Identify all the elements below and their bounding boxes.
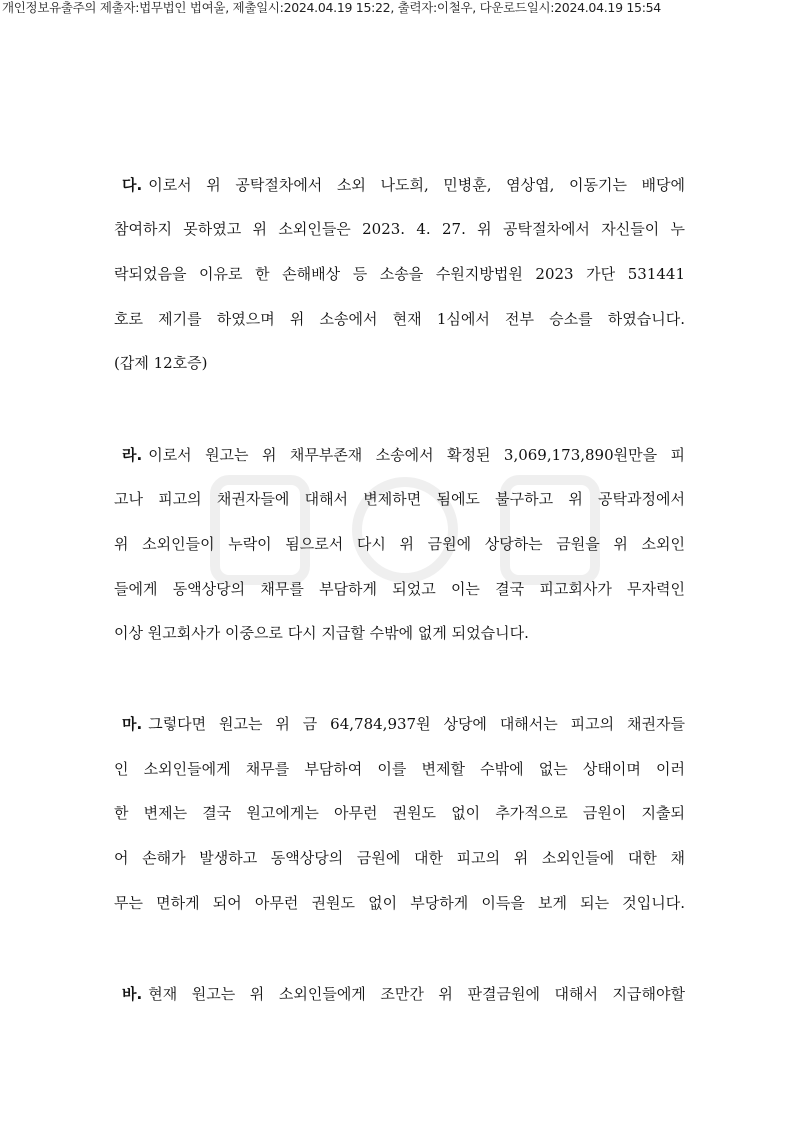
paragraph-da-line-5: (갑제 12호증) bbox=[114, 354, 208, 372]
paragraph-ra-line-3: 위 소외인들이 누락이 됨으로서 다시 위 금원에 상당하는 금원을 위 소외인 bbox=[114, 535, 685, 553]
paragraph-marker: 라. bbox=[122, 446, 143, 464]
paragraph-marker: 바. bbox=[122, 985, 143, 1003]
paragraph-ra-line-5: 이상 원고회사가 이중으로 다시 지급할 수밖에 없게 되었습니다. bbox=[114, 624, 529, 642]
paragraph-da-line-2: 참여하지 못하였고 위 소외인들은 2023. 4. 27. 위 공탁절차에서 자신들이 누 bbox=[114, 220, 685, 238]
paragraph-da-line-3: 락되었음을 이유로 한 손해배상 등 소송을 수원지방법원 2023 가단 531441 bbox=[114, 265, 685, 283]
paragraph-ma-line-4: 어 손해가 발생하고 동액상당의 금원에 대한 피고의 위 소외인들에 대한 채 bbox=[114, 849, 685, 867]
paragraph-marker: 다. bbox=[122, 176, 143, 194]
document-header-notice: 개인정보유출주의 제출자:법무법인 법여울, 제출일시:2024.04.19 15:22, 출력자:이철우, 다운로드일시:2024.04.19 15:54 bbox=[2, 0, 661, 15]
paragraph-ra-line-4: 들에게 동액상당의 채무를 부담하게 되었고 이는 결국 피고회사가 무자력인 bbox=[114, 580, 685, 598]
paragraph-marker: 마. bbox=[122, 715, 143, 733]
paragraph-ma-line-3: 한 변제는 결국 원고에게는 아무런 권원도 없이 추가적으로 금원이 지출되 bbox=[114, 804, 685, 822]
paragraph-da-line-4: 호로 제기를 하였으며 위 소송에서 현재 1심에서 전부 승소를 하였습니다. bbox=[114, 310, 685, 328]
paragraph-ra-line-1: 라. 이로서 원고는 위 채무부존재 소송에서 확정된 3,069,173,890원만을 피 bbox=[122, 446, 685, 464]
paragraph-ra-line-2: 고나 피고의 채권자들에 대해서 변제하면 됨에도 불구하고 위 공탁과정에서 bbox=[114, 490, 685, 508]
paragraph-ba-line-1: 바. 현재 원고는 위 소외인들에게 조만간 위 판결금원에 대해서 지급해야할 bbox=[122, 985, 685, 1003]
paragraph-ma-line-5: 무는 면하게 되어 아무런 권원도 없이 부당하게 이득을 보게 되는 것입니다. bbox=[114, 894, 685, 912]
paragraph-ma-line-2: 인 소외인들에게 채무를 부담하여 이를 변제할 수밖에 없는 상태이며 이러 bbox=[114, 760, 685, 778]
paragraph-da-line-1: 다. 이로서 위 공탁절차에서 소외 나도희, 민병훈, 염상엽, 이동기는 배당에 bbox=[122, 176, 685, 194]
paragraph-ma-line-1: 마. 그렇다면 원고는 위 금 64,784,937원 상당에 대해서는 피고의 채권자들 bbox=[122, 715, 685, 733]
